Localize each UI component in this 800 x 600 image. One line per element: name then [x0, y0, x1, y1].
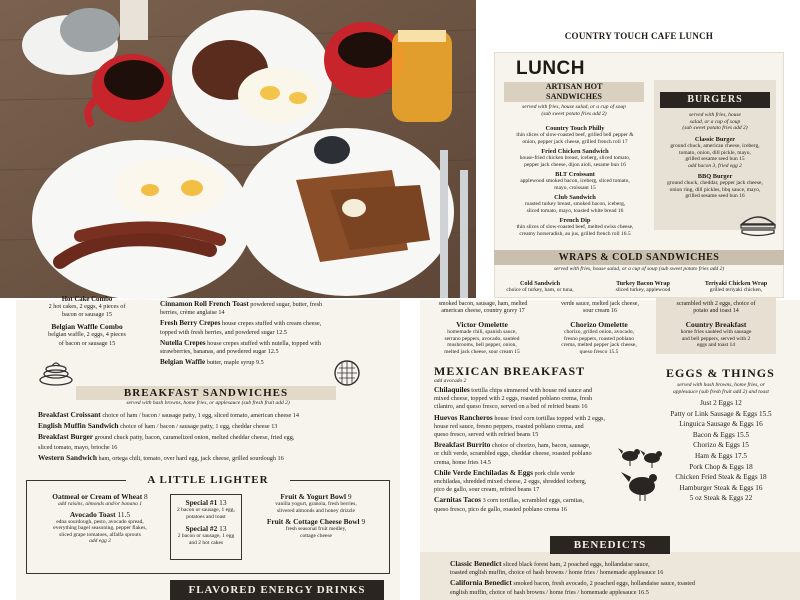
mexican-breakfast-list — [434, 386, 630, 514]
burgers-list — [656, 136, 774, 200]
mexican-item-name: Chilaquiles — [434, 385, 470, 394]
chorizo-omelette-name: Chorizo Omelette — [570, 320, 628, 329]
artisan-item — [502, 125, 648, 145]
avocado-toast-desc: sliced grape tomatoes, alfalfa sprouts — [59, 531, 141, 538]
victor-omelette — [426, 320, 538, 355]
yogurt-bowl-name: Fruit & Yogurt Bowl — [280, 492, 347, 501]
cut-item-desc: scrambled with 2 eggs, choice of — [676, 301, 756, 307]
sweet-item-name: Cinnamon Roll French Toast — [160, 300, 249, 308]
special-1-name: Special #1 — [185, 498, 218, 507]
specials-box — [170, 494, 242, 560]
cut-item-desc: verde sauce, melted jack cheese, — [561, 301, 639, 307]
artisan-item-desc: house-fried chicken breast, iceberg, sliced tomato, — [519, 155, 631, 161]
breakfast-photo — [0, 0, 476, 298]
breakfast-menu — [16, 296, 400, 600]
avocado-toast-addon: add egg 2 — [89, 538, 111, 544]
artisan-item-name: French Dip — [559, 217, 591, 224]
wrap-item-name: Cold Sandwich — [519, 280, 561, 287]
avocado-toast-desc: everything bagel seasoning, pepper flakes, — [53, 525, 147, 531]
mexican-item — [434, 469, 630, 495]
sweet-item-name: Belgian Waffle — [160, 358, 206, 367]
eggs-item: 5 oz Steak & Eggs 22 — [689, 494, 753, 503]
cut-item-desc: smoked bacon, sausage, ham, melted — [438, 301, 528, 307]
sweet-item — [160, 339, 392, 356]
sweet-item-desc: house crepes stuffed with cream cheese, — [221, 320, 322, 328]
burger-item-desc: grilled sesame seed bun 16 — [685, 193, 745, 199]
mexican-item-desc: 3 corn tortillas, scrambled eggs, carnitas, — [482, 497, 584, 505]
mexican-breakfast-add: add avocado 2 — [434, 378, 467, 384]
mexican-item-desc: cilantro, and queso fresco, served on a bed of refried beans 16 — [434, 403, 588, 411]
burger-item-addon: add bacon 3, fried egg 2 — [688, 162, 742, 169]
special-2-name: Special #2 — [185, 524, 218, 533]
country-breakfast-desc: and bell peppers, served with 2 — [681, 335, 751, 342]
cut-item-left — [424, 301, 542, 314]
artisan-item-desc: thin slices of slow-roasted beef, melted swiss cheese, — [516, 224, 634, 230]
breakfast-plates-photo-icon — [0, 0, 476, 298]
mexican-item-desc: tortilla chips simmered with house red sauce and — [471, 387, 593, 394]
cut-item-desc: potato and toast 14 — [693, 307, 739, 314]
pancakes-icon — [38, 358, 74, 388]
waffle-icon — [332, 358, 362, 388]
special-1-desc: 2 bacon or sausage, 1 egg, — [177, 507, 235, 513]
mexican-item-name: Breakfast Burrito — [434, 440, 491, 450]
eggs-item: Chicken Fried Steak & Eggs 18 — [675, 473, 767, 482]
benedicts-list — [450, 560, 790, 597]
burger-item — [656, 136, 774, 169]
mexican-eggs-menu — [420, 300, 800, 600]
victor-omelette-desc: serrano peppers, avocado, sautéed — [444, 335, 520, 342]
mexican-item-name: Chile Verde Enchiladas & Eggs — [434, 467, 533, 477]
mexican-item — [434, 441, 630, 467]
benedict-desc: toasted english muffin, choice of hash browns / home fries / homemade applesauce 16 — [450, 569, 664, 577]
burgers-note-3: (sub sweet potato fries add 2) — [682, 125, 748, 131]
sandwich-desc: ground chuck patty, bacon, caramelized onion, melted cheddar cheese, fried egg, — [94, 434, 295, 441]
special-2-desc: and 2 hot cakes — [188, 539, 224, 546]
cut-item-mid — [548, 301, 652, 314]
artisan-item-desc: thin slices of slow-roasted beef, grilled bell pepper & — [516, 132, 634, 138]
sandwich-desc: choice of ham / bacon / sausage patty, 1 egg, sliced tomato, american cheese 14 — [102, 412, 299, 419]
lighter-right — [242, 492, 390, 539]
avocado-toast-name: Avocado Toast — [69, 509, 116, 519]
eggs-item: Ham & Eggs 17.5 — [695, 451, 747, 460]
eggs-item: Linguica Sausage & Eggs 16 — [679, 420, 763, 429]
country-breakfast — [656, 320, 776, 349]
cafe-title: COUNTRY TOUCH CAFE LUNCH — [564, 31, 714, 41]
country-breakfast-desc: eggs and toast 14 — [696, 342, 736, 348]
sweet-item-desc: berries, crème anglaise 14 — [160, 309, 225, 317]
sandwich-name: Breakfast Burger — [38, 432, 94, 441]
artisan-item-name: BLT Croissant — [555, 171, 595, 178]
mexican-item-name: Huevos Rancheros — [434, 412, 493, 422]
artisan-item — [502, 171, 648, 191]
chorizo-omelette — [544, 320, 654, 355]
yogurt-bowl-desc: vanilla yogurt, granola, fresh berries, — [275, 501, 357, 507]
special-2-price: 13 — [219, 524, 227, 533]
wrap-item-desc: grilled teriyaki chicken, — [709, 287, 763, 293]
victor-omelette-name: Victor Omelette — [456, 320, 508, 329]
sandwich-name: Breakfast Croissant — [38, 410, 101, 419]
benedict-desc: sliced black forest ham, 2 poached eggs, hollandaise sauce, — [503, 561, 650, 568]
breakfast-sandwich-item — [38, 453, 394, 464]
lunch-heading: LUNCH — [516, 58, 585, 79]
breakfast-sandwich-item — [38, 421, 394, 432]
sandwich-desc: sliced tomato, mayo, brioche 16 — [38, 444, 118, 451]
artisan-item-name: Club Sandwich — [554, 194, 596, 201]
eggs-things-note-2: applesauce (sub fresh fruit add 2) and toast — [673, 388, 769, 395]
artisan-item-desc: applewood smoked bacon, iceberg, sliced tomato, — [520, 178, 630, 184]
burgers-note-2: salad, or a cup of soup — [689, 118, 741, 125]
eggs-things-note — [642, 382, 800, 395]
sweet-item — [160, 319, 392, 336]
mexican-item-desc: house fried corn tortillas topped with 2 eggs, — [494, 414, 606, 422]
breakfast-sandwiches-note: served with hash browns, home fries, or applesauce (sub fresh fruit add 2) — [126, 400, 290, 406]
artisan-note — [504, 104, 644, 117]
burgers-title: BURGERS — [660, 92, 770, 108]
wrap-item-name: Teriyaki Chicken Wrap — [704, 280, 768, 287]
sweet-item-desc: strawberries, bananas, and powdered sugar 12.5 — [160, 348, 279, 356]
eggs-things-list — [642, 398, 800, 504]
special-1-price: 13 — [219, 498, 227, 507]
burger-item-desc: onion ring, dill pickles, bbq sauce, mayo, — [669, 186, 761, 193]
burger-item — [656, 173, 774, 200]
victor-omelette-desc: melted jack cheese, sour cream 15 — [444, 348, 520, 355]
eggs-things-title: EGGS & THINGS — [666, 366, 775, 380]
mexican-item-desc: house red sauce, fresno peppers, roasted poblano crema, and — [434, 422, 584, 430]
sandwich-name: English Muffin Sandwich — [38, 421, 119, 430]
eggs-item: Chorizo & Eggs 15 — [693, 441, 749, 450]
artisan-item-desc: mayo, croissant 15 — [554, 184, 596, 191]
mexican-item-desc: or chili verde, scrambled eggs, cheddar cheese, roasted poblano — [434, 450, 592, 458]
benedict-item — [450, 579, 790, 596]
sweet-item-desc: topped with fresh berries, and powdered sugar 12.5 — [160, 328, 287, 336]
artisan-item-desc: creamy horseradish, au jus, grilled french roll 16.5 — [519, 230, 631, 237]
combo-block — [28, 296, 146, 348]
eggs-item: Pork Chop & Eggs 18 — [689, 462, 753, 471]
artisan-note-1: served with fries, house salad, or a cup of soup — [522, 104, 626, 110]
burger-item-desc: ground chuck, american cheese, iceberg, — [670, 143, 760, 149]
eggs-item: Bacon & Eggs 15.5 — [692, 430, 750, 439]
artisan-item — [502, 194, 648, 214]
benedict-name: Classic Benedict — [450, 559, 502, 568]
oatmeal-price: 8 — [144, 492, 148, 501]
artisan-item — [502, 148, 648, 168]
mexican-item — [434, 496, 630, 513]
breakfast-sandwich-item — [38, 410, 394, 421]
sandwich-name: Western Sandwich — [38, 453, 97, 462]
cottage-bowl-desc: fresh seasonal fruit medley, — [285, 526, 347, 532]
eggs-item: Just 2 Eggs 12 — [700, 399, 742, 407]
artisan-list — [502, 125, 648, 237]
yogurt-bowl-price: 9 — [347, 492, 352, 501]
artisan-item-name: Fried Chicken Sandwich — [541, 148, 609, 155]
wrap-item-desc: choice of turkey, ham, or tuna, — [506, 287, 574, 293]
lighter-left — [30, 492, 170, 545]
chorizo-omelette-desc: crema, melted pepper jack cheese, — [561, 342, 637, 348]
burgers-note — [658, 112, 772, 132]
cottage-bowl-price: 9 — [361, 517, 366, 526]
burger-item-name: Classic Burger — [694, 136, 736, 143]
sweet-item-desc: house crepes stuffed with nutella, topped with — [207, 339, 321, 347]
lighter-title: A LITTLE LIGHTER — [126, 474, 290, 486]
chorizo-omelette-desc: queso fresco 15.5 — [579, 348, 619, 355]
wrap-item-name: Turkey Bacon Wrap — [616, 280, 670, 287]
cut-item-right — [656, 301, 776, 314]
hot-cake-combo-desc: bacon or sausage 15 — [62, 311, 112, 319]
mexican-item-desc: queso fresco, served with refried beans 15 — [434, 431, 539, 439]
cut-item-desc: american cheese, country gravy 17 — [441, 307, 525, 314]
special-1-desc: potatoes and toast — [186, 513, 226, 520]
burger-item-name: BBQ Burger — [697, 173, 733, 180]
avocado-toast-desc: edna sourdough, pesto, avocado spread, — [56, 518, 144, 525]
burger-item-desc: ground chuck, cheddar, pepper jack cheese, — [667, 180, 763, 186]
energy-drinks-title: FLAVORED ENERGY DRINKS — [170, 580, 384, 600]
artisan-item-desc: pepper jack cheese, dijon aioli, sesame bun 16 — [524, 161, 626, 168]
hot-cake-combo-desc: 2 hot cakes, 2 eggs, 4 pieces of — [48, 303, 126, 310]
sweet-item-desc: butter, maple syrup 9.5 — [206, 359, 264, 367]
mexican-item-desc: pico de gallo, sour cream, refried beans 17 — [434, 486, 540, 494]
artisan-note-2: (sub sweet potato fries add 2) — [541, 110, 607, 117]
wrap-item-desc: sliced turkey, applewood — [615, 287, 671, 293]
special-2-desc: 2 bacon or sausage, 1 egg — [177, 533, 235, 539]
sweet-item — [160, 300, 392, 317]
eggs-things-note-1: served with hash browns, home fries, or — [677, 382, 765, 388]
mexican-breakfast-title: MEXICAN BREAKFAST — [434, 364, 586, 378]
yogurt-bowl-desc: slivered almonds and honey drizzle — [277, 507, 355, 514]
artisan-title-line2: SANDWICHES — [546, 91, 602, 101]
mexican-item-desc: enchiladas, shredded mixed cheese, 2 eggs, shredded iceberg, — [434, 478, 587, 486]
mexican-item-desc: crema, home fries 14.5 — [434, 458, 491, 466]
wraps-title: WRAPS & COLD SANDWICHES — [494, 250, 784, 265]
cut-item-desc: sour cream 16 — [583, 307, 617, 314]
sandwich-desc: ham, ortega chili, tomato, over hard egg, jack cheese, grilled sourdough 16 — [98, 455, 284, 462]
waffle-combo-desc: of bacon or sausage 15 — [58, 339, 116, 347]
eggs-item: Patty or Link Sausage & Eggs 15.5 — [670, 409, 772, 418]
country-breakfast-desc: home fries sautéed with sausage — [680, 329, 752, 335]
burger-icon — [738, 210, 778, 238]
mexican-item-name: Carnitas Tacos — [434, 495, 482, 505]
country-breakfast-name: Country Breakfast — [685, 320, 747, 329]
mexican-item — [434, 386, 630, 412]
burgers-note-1: served with fries, house — [689, 112, 741, 118]
breakfast-sandwich-item — [38, 432, 394, 443]
chorizo-omelette-desc: fresno peppers, roasted poblano — [564, 335, 634, 342]
breakfast-sandwich-item — [38, 443, 394, 453]
artisan-item-name: Country Touch Philly — [545, 125, 605, 132]
oatmeal-desc: add raisins, almonds and/or banana 1 — [57, 501, 143, 507]
avocado-toast-price: 11.5 — [117, 509, 131, 519]
sweet-item-desc: powdered sugar, butter, fresh — [250, 301, 323, 308]
mexican-item-desc: choice of chorizo, ham, bacon, sausage, — [491, 442, 591, 450]
wrap-item — [690, 280, 782, 294]
wraps-note: served with fries, house salad, or a cup of soup (sub sweet potato fries add 2) — [553, 266, 725, 272]
benedict-desc: english muffin, choice of hash browns / home fries / homemade applesauce 16.5 — [450, 588, 649, 596]
sweet-item-name: Nutella Crepes — [160, 338, 206, 347]
artisan-item-desc: onion, pepper jack cheese, grilled french roll 17 — [522, 138, 628, 145]
benedict-desc: smoked bacon, fresh avocado, 2 poached eggs, hollandaise sauce, toasted — [513, 580, 695, 588]
wrap-item — [600, 280, 686, 294]
cottage-bowl-desc: cottage cheese — [300, 532, 332, 539]
artisan-item-desc: roasted turkey breast, smoked bacon, iceberg, — [524, 201, 626, 207]
eggs-item: Hamburger Steak & Eggs 16 — [679, 483, 763, 492]
lunch-menu — [478, 0, 800, 298]
breakfast-sandwiches-title: BREAKFAST SANDWICHES — [76, 386, 336, 400]
sweet-item-name: Fresh Berry Crepes — [160, 319, 221, 328]
chorizo-omelette-desc: chorizo, grilled onion, avocado, — [564, 329, 634, 335]
burger-item-desc: grilled sesame seed bun 15 — [685, 156, 745, 162]
burger-item-desc: tomato, onion, dill pickle, mayo, — [679, 149, 751, 156]
victor-omelette-desc: mushrooms, bell pepper, onion, — [447, 342, 517, 348]
mexican-item-desc: pork chile verde — [534, 469, 575, 477]
mexican-item-desc: queso fresco, pico de gallo, roasted poblano crema 16 — [434, 505, 567, 513]
waffle-combo-name: Belgian Waffle Combo — [51, 322, 123, 332]
victor-omelette-desc: homemade chili, spanish sauce, — [447, 329, 517, 335]
hot-cake-combo-name: Hot Cake Combo — [61, 296, 113, 303]
wrap-item — [500, 280, 580, 294]
oatmeal-name: Oatmeal or Cream of Wheat — [52, 492, 143, 501]
mexican-item — [434, 414, 630, 440]
sandwich-desc: choice of ham / bacon / sausage patty, 1 egg, cheddar cheese 13 — [120, 423, 278, 430]
artisan-item-desc: sliced tomato, mayo, toasted white bread 16 — [526, 207, 624, 214]
breakfast-sandwich-list — [38, 410, 394, 464]
waffle-combo-desc: belgian waffle, 2 eggs, 4 pieces — [48, 331, 126, 339]
mexican-item-desc: mixed cheese, topped with 2 eggs, roasted poblano crema, fresh — [434, 395, 593, 403]
artisan-item — [502, 217, 648, 237]
benedicts-title: BENEDICTS — [550, 536, 670, 554]
cottage-bowl-name: Fruit & Cottage Cheese Bowl — [266, 517, 360, 526]
artisan-title-band — [504, 82, 644, 102]
benedict-name: California Benedict — [450, 578, 512, 588]
artisan-title-line1: ARTISAN HOT — [545, 82, 603, 91]
benedict-item — [450, 560, 790, 577]
